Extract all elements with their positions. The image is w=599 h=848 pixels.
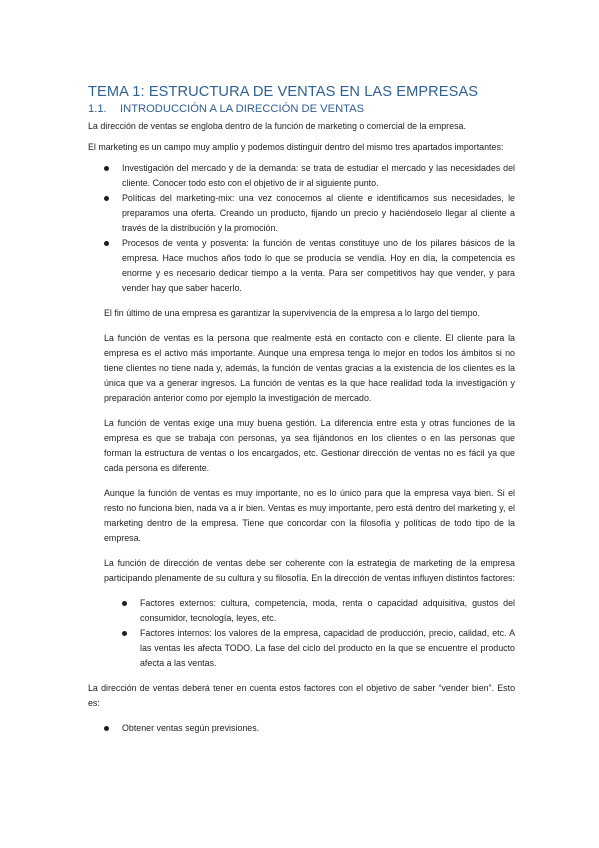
bullet-icon (122, 601, 127, 606)
section-number: 1.1. (88, 103, 107, 115)
list-item: Factores internos: los valores de la empresa, capacidad de producción, precio, calidad, etc. A las ventas les afecta TODO. La fase del ciclo del producto en la que se encuentre el producto afecta a las ventas. (140, 626, 515, 671)
paragraph-6: Aunque la función de ventas es muy importante, no es lo único para que la empresa vaya bien. Si el resto no funciona bien, nada va a ir bien. Ventas es muy importante, pero está dentro del marketing y, el marketing dentro de la empresa. Tiene que concordar con la filosofía y políticas de todo tipo de la empresa. (104, 488, 515, 543)
factors-list (88, 596, 515, 671)
bullet-icon (104, 196, 109, 201)
list-item: Obtener ventas según previsiones. (122, 721, 515, 736)
list-item: Factores externos: cultura, competencia, moda, renta o capacidad adquisitiva, gustos del consumidor, tecnología, leyes, etc. (140, 596, 515, 626)
goals-list (88, 721, 515, 736)
paragraph-7: La función de dirección de ventas debe ser coherente con la estrategia de marketing de la empresa participando plenamente de su cultura y su filosofía. En la dirección de ventas influyen distintos factores: (104, 558, 515, 583)
marketing-areas-list (88, 161, 515, 296)
list-item: Investigación del mercado y de la demanda: se trata de estudiar el mercado y las necesidades del cliente. Conocer todo esto con el objetivo de ir al siguiente punto. (122, 161, 515, 191)
list-item: Políticas del marketing-mix: una vez conocemos al cliente e identificamos sus necesidades, le preparamos una oferta. Creando un producto, fijando un precio y haciéndoselo llegar al cliente a través de la distribución y la promoción. (122, 191, 515, 236)
bullet-icon (122, 631, 127, 636)
paragraph-8: La dirección de ventas deberá tener en cuenta estos factores con el objetivo de saber “vender bien”. Esto es: (88, 683, 515, 708)
paragraph-4: La función de ventas es la persona que realmente está en contacto con e cliente. El cliente para la empresa es el activo más importante. Aunque una empresa tenga lo mejor en todos los ámbitos si no tiene clientes no tiene nada y, además, la función de ventas gracias a la existencia de los clientes es la única que va a generar ingresos. La función de ventas es la que hace realidad toda la investigación y preparación anterior como por ejemplo la investigación de mercado. (104, 333, 515, 403)
paragraph-5: La función de ventas exige una muy buena gestión. La diferencia entre esta y otras funciones de la empresa es que se trabaja con personas, ya sea fijándonos en los clientes o en las personas que forman la estructura de ventas o los encargados, etc. Gestionar dirección de ventas no es fácil ya que cada persona es diferente. (104, 418, 515, 473)
section-label: INTRODUCCIÓN A LA DIRECCIÓN DE VENTAS (120, 103, 365, 115)
bullet-icon (104, 726, 109, 731)
list-item: Procesos de venta y posventa: la función de ventas constituye uno de los pilares básicos de la empresa. Hace muchos años todo lo que se producía se vendía. Hoy en día, la competencia es enorme y es necesario dedicar tiempo a la venta. Para ser competitivos hay que vender, y para vender hay que saber hacerlo. (122, 236, 515, 296)
bullet-icon (104, 166, 109, 171)
bullet-icon (104, 241, 109, 246)
paragraph-3: El fin último de una empresa es garantizar la supervivencia de la empresa a lo largo del tiempo. (104, 308, 480, 318)
paragraph-1: La dirección de ventas se engloba dentro de la función de marketing o comercial de la empresa. (88, 121, 466, 131)
section-heading (88, 103, 515, 115)
page-title: TEMA 1: ESTRUCTURA DE VENTAS EN LAS EMPRESAS (88, 84, 479, 100)
paragraph-2: El marketing es un campo muy amplio y podemos distinguir dentro del mismo tres apartados importantes: (88, 142, 504, 152)
